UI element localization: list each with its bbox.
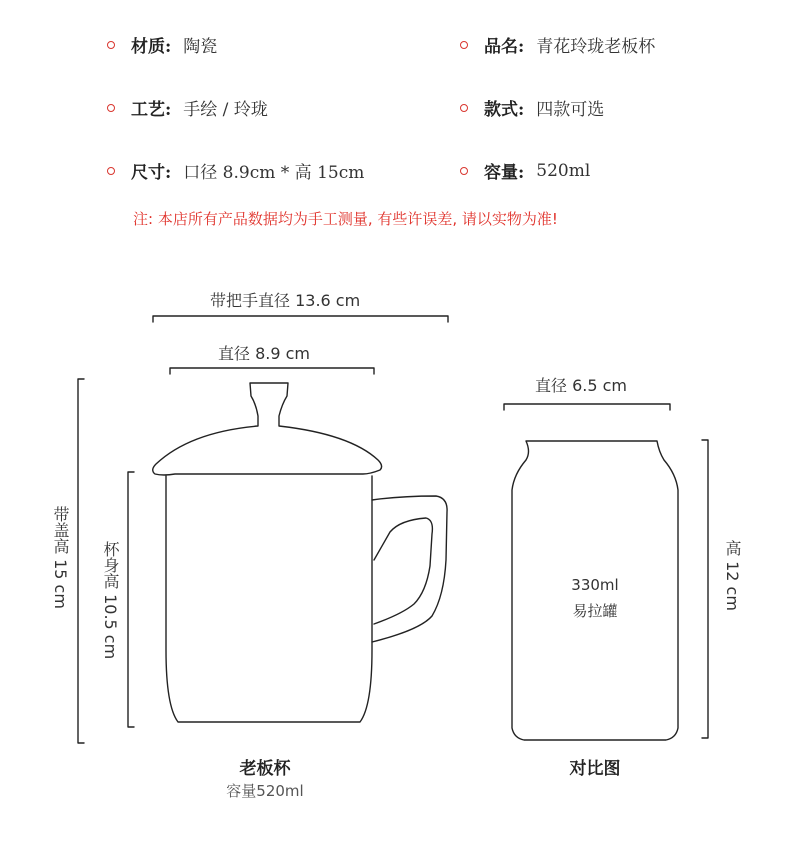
mug-handle-inner (374, 518, 432, 624)
body-height-line (128, 472, 134, 727)
handle-width-line (153, 316, 448, 322)
mug-lid (153, 383, 382, 475)
spec-key: 材质: (131, 37, 172, 57)
can-label: 易拉罐 (572, 602, 618, 620)
body-height-label: 杯身高 10.5 cm (101, 541, 120, 660)
mug-body (166, 476, 372, 722)
can-height-label: 高 12 cm (723, 540, 742, 611)
can-diameter-line (504, 404, 670, 410)
mug-diameter-line (170, 368, 374, 374)
height-with-lid-line (78, 379, 84, 743)
spec-value: 手绘 / 玲珑 (183, 100, 268, 120)
spec-key: 容量: (484, 163, 525, 183)
handle-width-label: 带把手直径 13.6 cm (210, 291, 361, 310)
can-title: 对比图 (569, 759, 621, 779)
mug-diameter-label: 直径 8.9 cm (218, 344, 311, 363)
spec-value: 四款可选 (536, 100, 605, 120)
height-with-lid-label: 带盖高 15 cm (51, 506, 70, 609)
mug-title: 老板杯 (239, 759, 291, 779)
spec-value: 青花玲珑老板杯 (536, 37, 656, 57)
spec-value: 520ml (536, 160, 591, 181)
spec-value: 口径 8.9cm * 高 15cm (183, 163, 365, 183)
can-height-line (702, 440, 708, 738)
spec-key: 工艺: (131, 100, 172, 120)
can-diameter-label: 直径 6.5 cm (535, 376, 628, 395)
measurement-note: 注: 本店所有产品数据均为手工测量, 有些许误差, 请以实物为准! (133, 210, 558, 228)
spec-value: 陶瓷 (183, 37, 218, 57)
mug-capacity: 容量520ml (226, 782, 304, 800)
spec-key: 款式: (484, 100, 525, 120)
spec-key: 品名: (484, 37, 525, 57)
spec-key: 尺寸: (131, 163, 172, 183)
can-volume: 330ml (571, 576, 619, 594)
